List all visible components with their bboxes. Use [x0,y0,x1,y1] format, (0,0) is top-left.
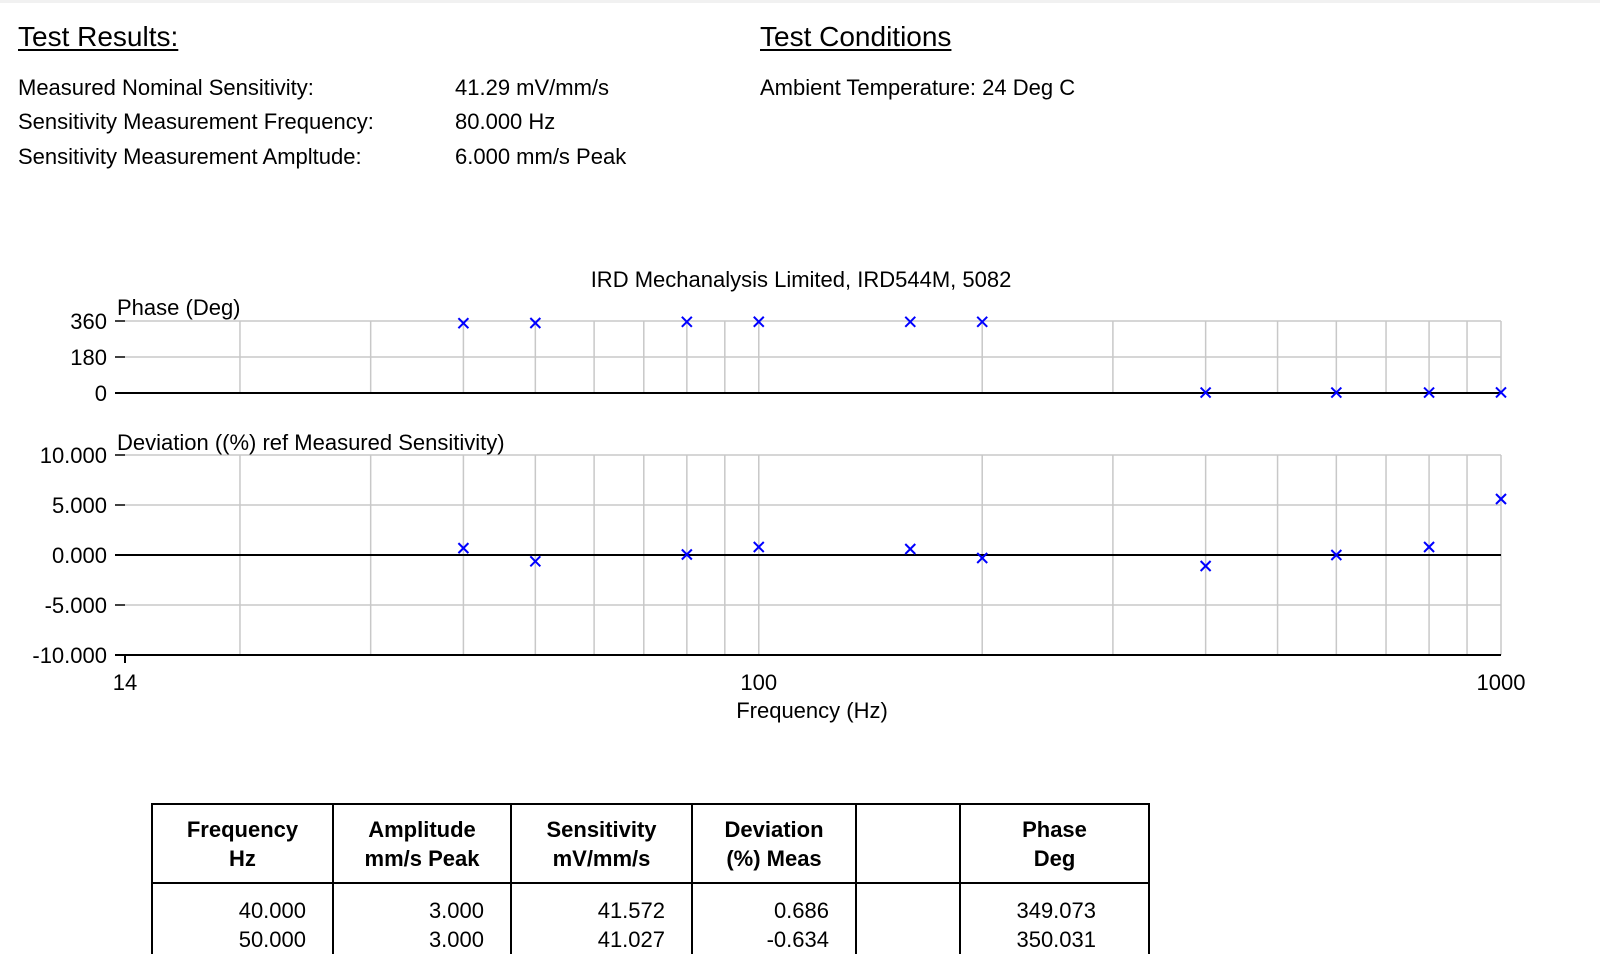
result-value: 80.000 Hz [455,109,556,134]
result-label: Sensitivity Measurement Ampltude: [18,144,362,169]
phase-panel-label: Phase (Deg) [117,295,241,320]
page-top-border [0,0,1600,3]
header-deviation: Deviation (%) Meas [692,804,856,883]
deviation-tick-label: 5.000 [51,493,107,518]
deviation-tick-label: 0.000 [51,543,107,568]
cell-sensitivity: 41.572 [511,883,692,925]
cell-frequency: 40.000 [152,883,333,925]
phase-tick-label: 360 [70,309,107,334]
result-label: Measured Nominal Sensitivity: [18,75,314,100]
table-row [152,883,1149,925]
header-amplitude: Amplitude mm/s Peak [333,804,511,883]
header-phase: Phase Deg [960,804,1149,883]
cell-amplitude: 3.000 [333,883,511,925]
cell-deviation: -0.634 [692,925,856,954]
chart-title: IRD Mechanalysis Limited, IRD544M, 5082 [590,267,1012,292]
calibration-table-wrapper [151,803,1150,954]
cell-deviation: 0.686 [692,883,856,925]
test-results-heading: Test Results: [18,21,179,52]
header-frequency: Frequency Hz [152,804,333,883]
phase-data-point [905,317,915,327]
calibration-table [151,803,1150,954]
deviation-data-point [905,544,915,554]
phase-tick-label: 180 [70,345,107,370]
deviation-panel-label: Deviation ((%) ref Measured Sensitivity) [117,430,505,455]
deviation-tick-label: -10.000 [32,643,107,668]
header-sensitivity: Sensitivity mV/mm/s [511,804,692,883]
cell-blank [856,925,960,954]
phase-tick-label: 0 [94,381,107,406]
x-axis-label: Frequency (Hz) [736,698,888,723]
x-tick-label: 1000 [1476,670,1526,695]
cell-sensitivity: 41.027 [511,925,692,954]
table-header-row [152,804,1149,883]
x-tick-label: 14 [112,670,138,695]
deviation-tick-label: 10.000 [39,443,107,468]
cell-amplitude: 3.000 [333,925,511,954]
result-label: Sensitivity Measurement Frequency: [18,109,374,134]
cell-phase: 349.073 [960,883,1149,925]
header-blank [856,804,960,883]
cell-phase: 350.031 [960,925,1149,954]
test-conditions-heading: Test Conditions [760,21,952,52]
x-tick-label: 100 [740,670,778,695]
table-row [152,925,1149,954]
result-value: 41.29 mV/mm/s [455,75,610,100]
ambient-temperature: Ambient Temperature: 24 Deg C [760,75,1076,100]
deviation-tick-label: -5.000 [44,593,107,618]
sensitivity-chart [0,260,1600,740]
result-value: 6.000 mm/s Peak [455,144,627,169]
cell-frequency: 50.000 [152,925,333,954]
cell-blank [856,883,960,925]
